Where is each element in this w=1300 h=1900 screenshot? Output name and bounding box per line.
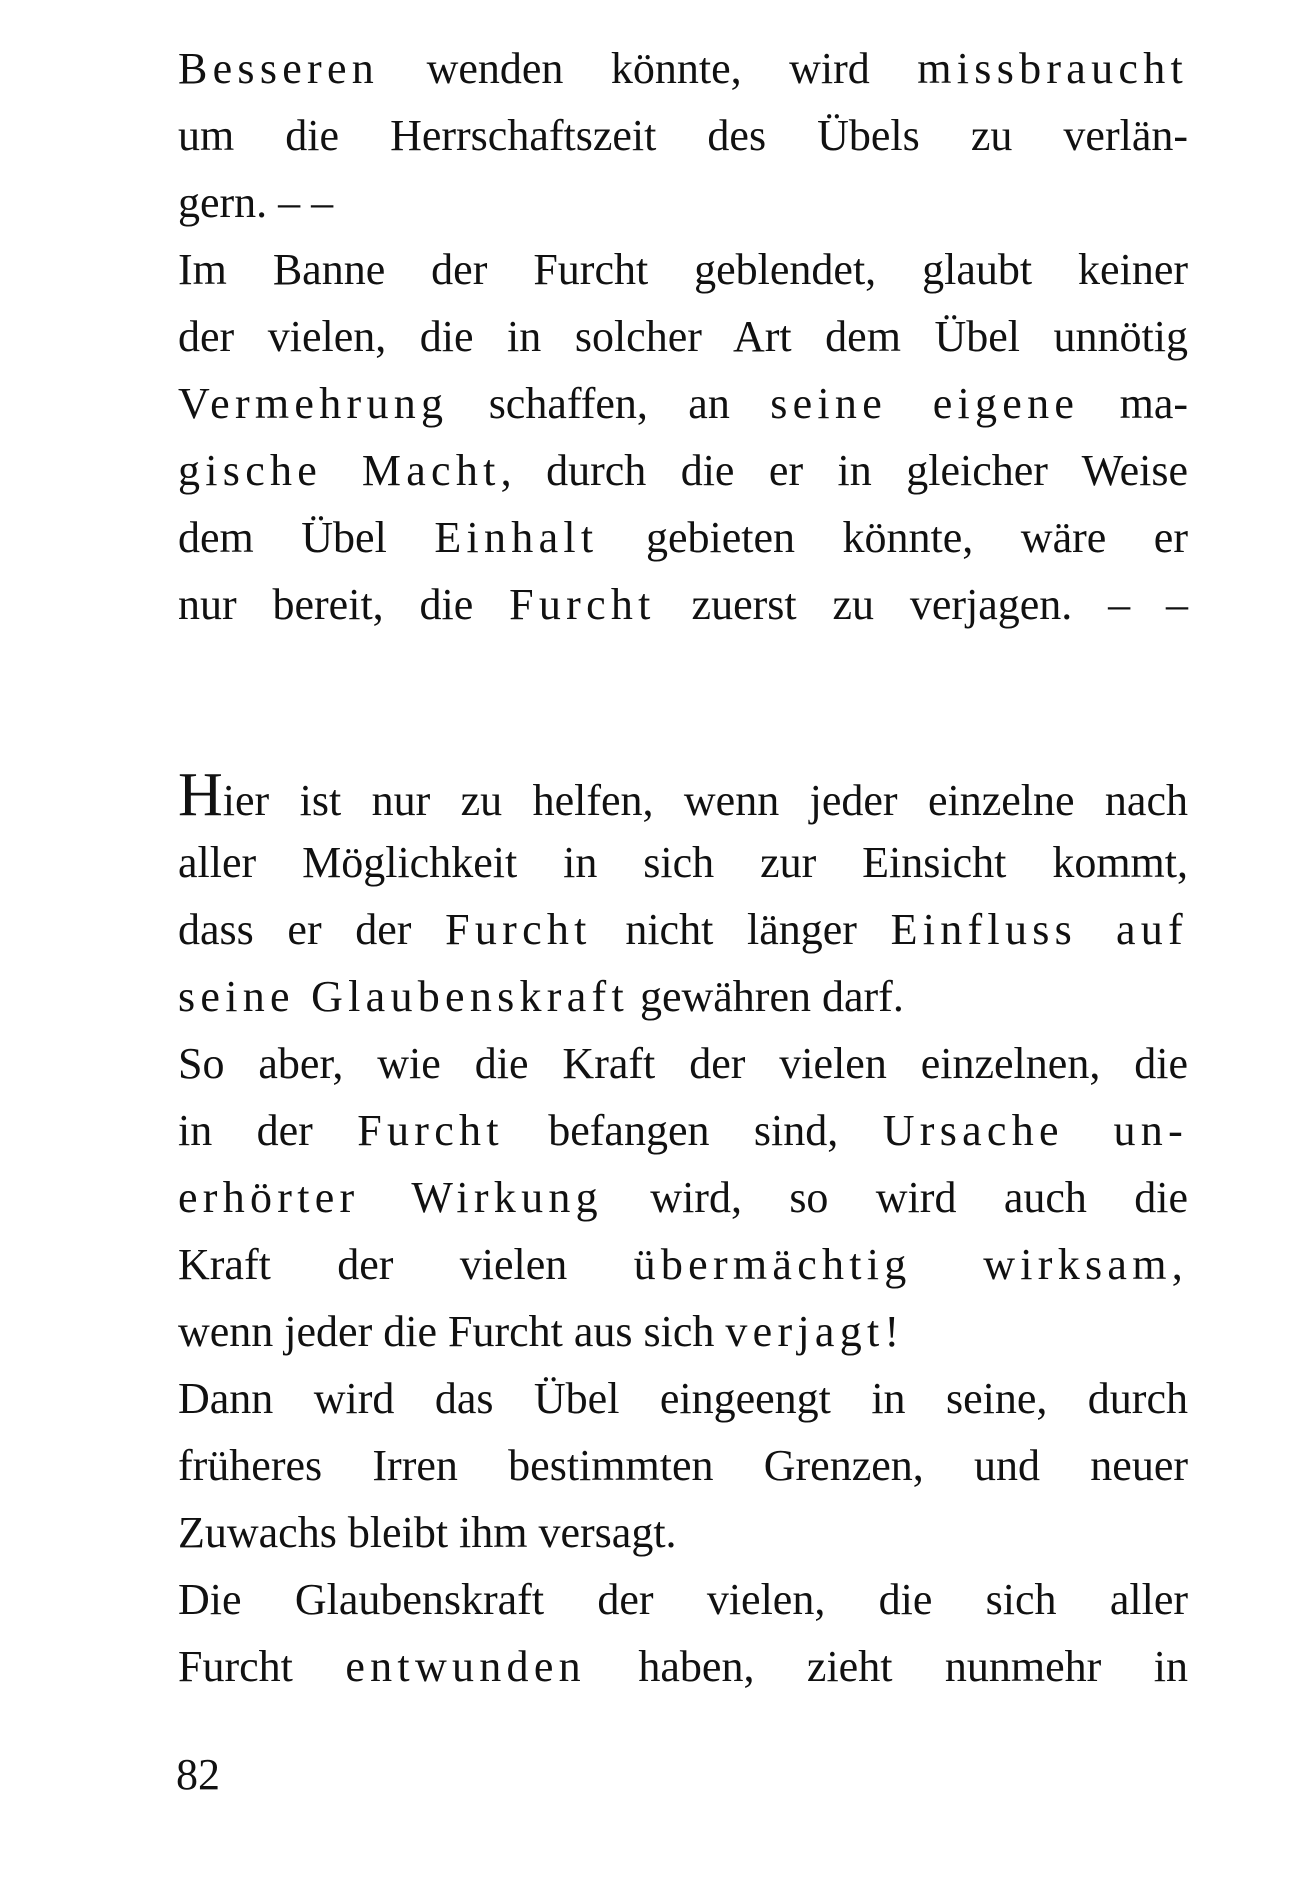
text-line: in der Furcht befangen sind, Ursache un- [178,1106,1189,1155]
text-line: So aber, wie die Kraft der vielen einzelnen, die [178,1039,1188,1088]
text-line: Furcht entwunden haben, zieht nunmehr in [178,1642,1188,1691]
text-line: Vermehrung schaffen, an seine eigene ma- [178,379,1188,428]
page-number: 82 [176,1750,220,1799]
initial-capital: H [178,761,223,829]
text-line: gern. – – [178,178,334,227]
text-line: Zuwachs bleibt ihm versagt. [178,1508,677,1557]
text-line: Im Banne der Furcht geblendet, glaubt keiner [178,245,1188,294]
text-line: gische Macht, durch die er in gleicher Weise [178,446,1188,495]
text-line: Dann wird das Übel eingeengt in seine, durch [178,1374,1188,1423]
text-line: um die Herrschaftszeit des Übels zu verlän- [178,111,1188,160]
text-line: erhörter Wirkung wird, so wird auch die [178,1173,1188,1222]
text-line: Hier ist nur zu helfen, wenn jeder einzelne nach [178,761,1188,829]
text-line: Besseren wenden könnte, wird missbraucht [178,44,1188,93]
text-line: dass er der Furcht nicht länger Einfluss auf [178,905,1188,954]
text-line: wenn jeder die Furcht aus sich verjagt! [178,1307,905,1356]
paragraph-block-main [178,762,1188,1700]
text-line: dem Übel Einhalt gebieten könnte, wäre er [178,513,1188,562]
text-line: der vielen, die in solcher Art dem Übel unnötig [178,312,1188,361]
text-line: Kraft der vielen übermächtig wirksam, [178,1240,1188,1289]
text-line: früheres Irren bestimmten Grenzen, und neuer [178,1441,1188,1490]
text-line: aller Möglichkeit in sich zur Einsicht kommt, [178,838,1188,887]
text-line: Die Glaubenskraft der vielen, die sich aller [178,1575,1188,1624]
text-line: nur bereit, die Furcht zuerst zu verjagen. – – [178,580,1188,629]
paragraph-block-top [178,35,1188,638]
text-line: seine Glaubenskraft gewähren darf. [178,972,904,1021]
